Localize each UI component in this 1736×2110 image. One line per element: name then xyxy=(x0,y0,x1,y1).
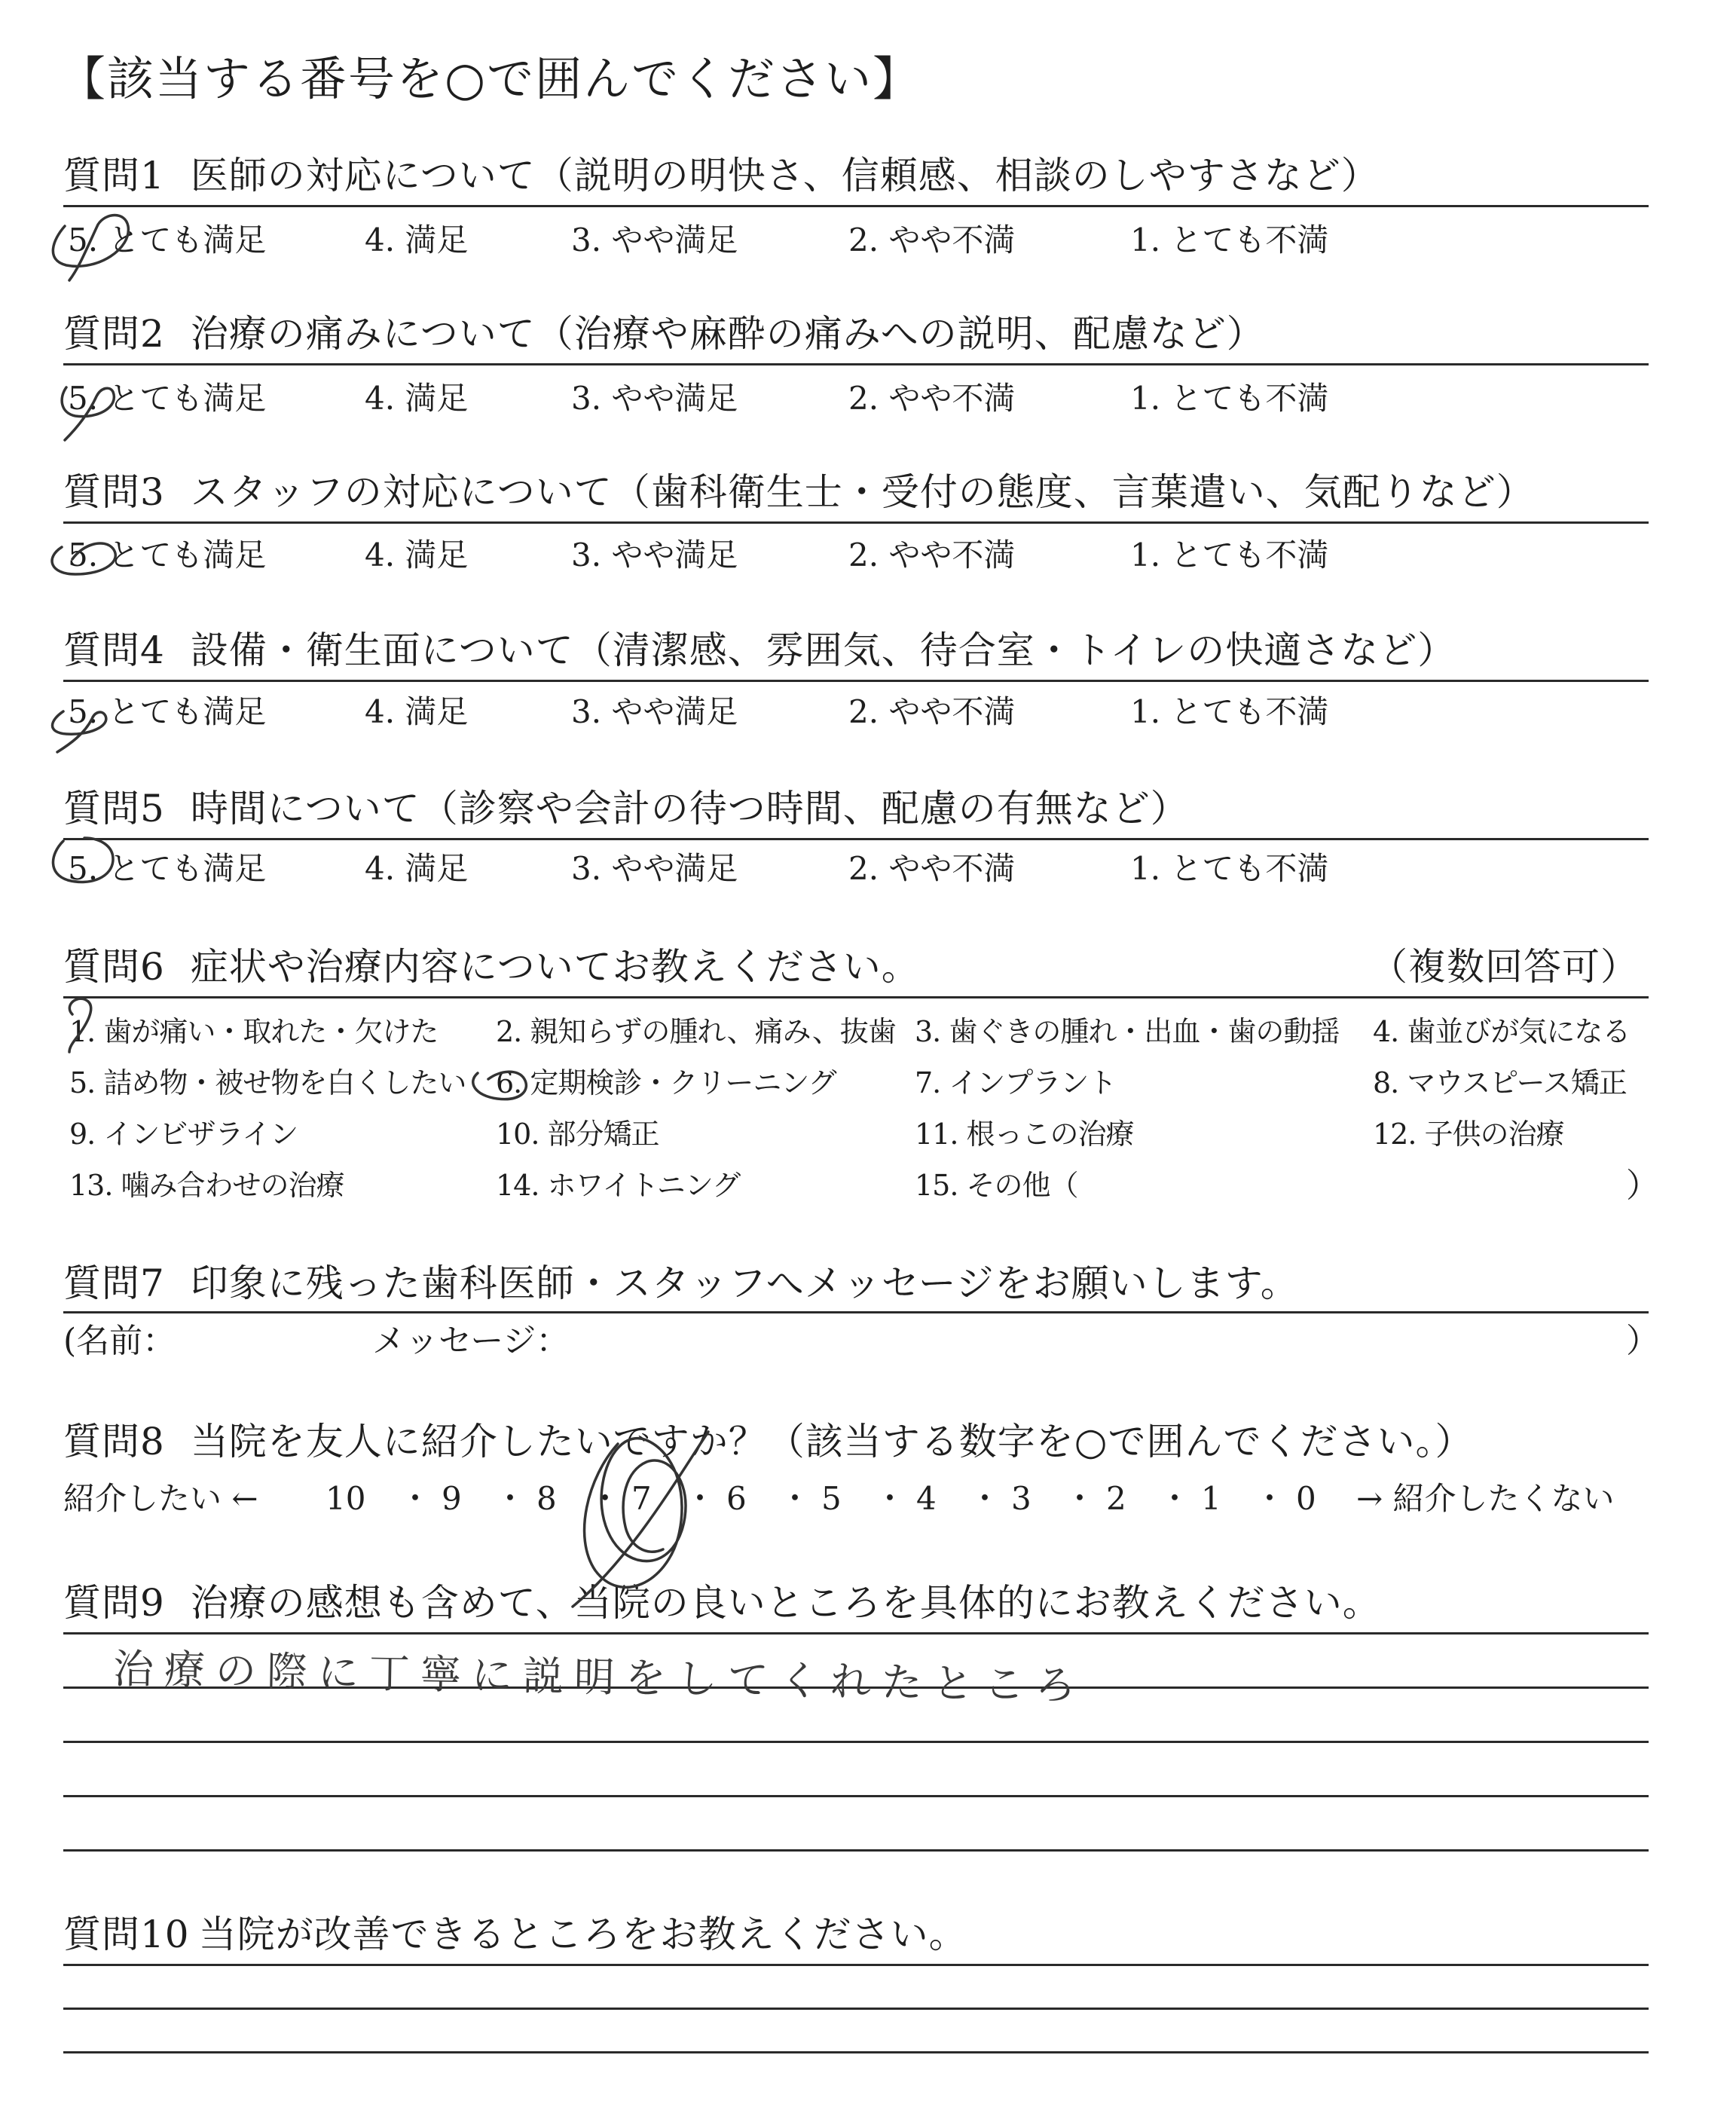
question-7-heading xyxy=(63,1261,1299,1305)
question-number: 質問6 xyxy=(63,945,165,989)
option-3-somewhat-satisfied[interactable]: 3. やや満足 xyxy=(571,693,738,730)
question-number: 質問1 xyxy=(63,154,165,197)
question-text: 症状や治療内容についてお教えください。 xyxy=(190,945,920,989)
scale-separator: ・ xyxy=(969,1480,1001,1517)
divider xyxy=(63,680,1649,682)
q6-option-14[interactable]: 14. ホワイトニング xyxy=(496,1169,741,1202)
question-number: 質問2 xyxy=(63,312,165,356)
option-3-somewhat-satisfied[interactable]: 3. やや満足 xyxy=(571,850,738,887)
divider xyxy=(63,521,1649,524)
divider xyxy=(63,1311,1649,1313)
scale-separator: ・ xyxy=(589,1480,622,1517)
option-4-satisfied[interactable]: 4. 満足 xyxy=(365,380,469,417)
option-2-somewhat-dissatisfied[interactable]: 2. やや不満 xyxy=(848,850,1016,887)
question-text: 時間について（診察や会計の待つ時間、配慮の有無など） xyxy=(190,787,1189,830)
q6-option-11[interactable]: 11. 根っこの治療 xyxy=(915,1118,1134,1151)
divider xyxy=(63,838,1649,840)
question-text: 治療の痛みについて（治療や麻酔の痛みへの説明、配慮など） xyxy=(190,312,1265,356)
question-6-heading xyxy=(63,945,920,989)
question-text: 印象に残った歯科医師・スタッフへメッセージをお願いします。 xyxy=(190,1261,1299,1305)
divider xyxy=(63,996,1649,998)
scale-value-0[interactable]: 0 xyxy=(1296,1480,1316,1517)
question-1-heading xyxy=(63,154,1380,197)
scale-value-4[interactable]: 4 xyxy=(916,1480,937,1517)
option-5-very-satisfied[interactable]: 5. とても満足 xyxy=(68,850,267,887)
option-2-somewhat-dissatisfied[interactable]: 2. やや不満 xyxy=(848,693,1016,730)
scale-separator: ・ xyxy=(1159,1480,1191,1517)
answer-line xyxy=(63,2008,1649,2010)
question-text: 治療の感想も含めて、当院の良いところを具体的にお教えください。 xyxy=(190,1581,1381,1625)
scale-value-3[interactable]: 3 xyxy=(1011,1480,1032,1517)
q6-option-13[interactable]: 13. 噛み合わせの治療 xyxy=(69,1169,344,1202)
q6-option-12[interactable]: 12. 子供の治療 xyxy=(1373,1118,1564,1151)
option-5-very-satisfied[interactable]: 5. とても満足 xyxy=(68,222,267,258)
option-4-satisfied[interactable]: 4. 満足 xyxy=(365,850,469,887)
question-text: 当院が改善できるところをお教えください。 xyxy=(198,1913,967,1956)
question-number: 質問7 xyxy=(63,1261,165,1305)
q6-option-1[interactable]: 1. 歯が痛い・取れた・欠けた xyxy=(69,1015,439,1048)
scale-separator: ・ xyxy=(684,1480,717,1517)
question-number: 質問10 xyxy=(63,1913,190,1956)
scale-separator: ・ xyxy=(779,1480,811,1517)
question-9-heading xyxy=(63,1581,1381,1625)
scale-separator: ・ xyxy=(1064,1480,1096,1517)
scale-value-9[interactable]: 9 xyxy=(442,1480,462,1517)
scale-separator: ・ xyxy=(874,1480,906,1517)
answer-line xyxy=(63,2051,1649,2053)
scale-value-5[interactable]: 5 xyxy=(821,1480,842,1517)
question-3-heading xyxy=(63,470,1535,514)
option-1-very-dissatisfied[interactable]: 1. とても不満 xyxy=(1130,850,1329,887)
question-8-heading xyxy=(63,1420,1474,1463)
q6-option-9[interactable]: 9. インビザライン xyxy=(69,1118,298,1151)
question-text: 設備・衛生面について（清潔感、雰囲気、待合室・トイレの快適さなど） xyxy=(190,628,1456,672)
q6-option-7[interactable]: 7. インプラント xyxy=(915,1066,1117,1099)
option-1-very-dissatisfied[interactable]: 1. とても不満 xyxy=(1130,693,1329,730)
question-text: スタッフの対応について（歯科衛生士・受付の態度、言葉遣い、気配りなど） xyxy=(190,470,1535,514)
answer-line xyxy=(63,1849,1649,1852)
q6-other-close-paren: ） xyxy=(1626,1167,1659,1205)
multiple-answers-note: （複数回答可） xyxy=(1370,945,1639,989)
q6-option-10[interactable]: 10. 部分矯正 xyxy=(496,1118,659,1151)
q6-option-8[interactable]: 8. マウスピース矯正 xyxy=(1373,1066,1627,1099)
option-3-somewhat-satisfied[interactable]: 3. やや満足 xyxy=(571,537,738,573)
question-number: 質問8 xyxy=(63,1420,165,1463)
option-1-very-dissatisfied[interactable]: 1. とても不満 xyxy=(1130,537,1329,573)
scale-right-label: → 紹介したくない xyxy=(1356,1480,1615,1517)
question-4-heading xyxy=(63,628,1456,672)
scale-value-1[interactable]: 1 xyxy=(1201,1480,1221,1517)
message-label: メッセージ： xyxy=(372,1322,570,1360)
answer-line xyxy=(63,1741,1649,1743)
scale-value-7[interactable]: 7 xyxy=(631,1480,652,1517)
form-title: 【該当する番号を○で囲んでください】 xyxy=(59,51,921,106)
option-5-very-satisfied[interactable]: 5. とても満足 xyxy=(68,380,267,417)
option-1-very-dissatisfied[interactable]: 1. とても不満 xyxy=(1130,380,1329,417)
scale-value-10[interactable]: 10 xyxy=(326,1480,366,1517)
question-5-heading xyxy=(63,787,1189,830)
option-4-satisfied[interactable]: 4. 満足 xyxy=(365,693,469,730)
question-number: 質問3 xyxy=(63,470,165,514)
question-10-heading xyxy=(63,1913,967,1956)
name-label: (名前： xyxy=(63,1322,176,1360)
question-number: 質問9 xyxy=(63,1581,165,1625)
question-number: 質問5 xyxy=(63,787,165,830)
option-2-somewhat-dissatisfied[interactable]: 2. やや不満 xyxy=(848,537,1016,573)
scale-separator: ・ xyxy=(1254,1480,1286,1517)
question-text: 当院を友人に紹介したいですか？（該当する数字を○で囲んでください。） xyxy=(190,1420,1474,1463)
divider xyxy=(63,363,1649,365)
q6-option-3[interactable]: 3. 歯ぐきの腫れ・出血・歯の動揺 xyxy=(915,1015,1340,1048)
question-2-heading xyxy=(63,312,1265,356)
option-5-very-satisfied[interactable]: 5. とても満足 xyxy=(68,693,267,730)
answer-line xyxy=(63,1632,1649,1634)
scale-value-2[interactable]: 2 xyxy=(1106,1480,1126,1517)
option-3-somewhat-satisfied[interactable]: 3. やや満足 xyxy=(571,380,738,417)
scale-left-label: 紹介したい ← xyxy=(63,1480,258,1517)
answer-line xyxy=(63,1964,1649,1966)
scale-separator: ・ xyxy=(494,1480,527,1517)
q6-option-15[interactable]: 15. その他（ xyxy=(915,1169,1078,1202)
divider xyxy=(63,205,1649,207)
message-close-paren: ） xyxy=(1626,1322,1659,1360)
option-4-satisfied[interactable]: 4. 満足 xyxy=(365,222,469,258)
scale-value-8[interactable]: 8 xyxy=(536,1480,557,1517)
option-2-somewhat-dissatisfied[interactable]: 2. やや不満 xyxy=(848,222,1016,258)
scale-value-6[interactable]: 6 xyxy=(726,1480,747,1517)
option-2-somewhat-dissatisfied[interactable]: 2. やや不満 xyxy=(848,380,1016,417)
question-text: 医師の対応について（説明の明快さ、信頼感、相談のしやすさなど） xyxy=(190,154,1380,197)
question-number: 質問4 xyxy=(63,628,165,672)
option-5-very-satisfied[interactable]: 5. とても満足 xyxy=(68,537,267,573)
q6-option-6[interactable]: 6. 定期検診・クリーニング xyxy=(496,1066,836,1099)
option-1-very-dissatisfied[interactable]: 1. とても不満 xyxy=(1130,222,1329,258)
q6-option-5[interactable]: 5. 詰め物・被せ物を白くしたい xyxy=(69,1066,466,1099)
answer-line xyxy=(63,1795,1649,1797)
q6-option-2[interactable]: 2. 親知らずの腫れ、痛み、抜歯 xyxy=(496,1015,896,1048)
q9-handwritten-answer: 治療の際に丁寧に説明をしてくれたところ xyxy=(112,1645,1087,1710)
q6-option-4[interactable]: 4. 歯並びが気になる xyxy=(1373,1015,1631,1048)
option-3-somewhat-satisfied[interactable]: 3. やや満足 xyxy=(571,222,738,258)
option-4-satisfied[interactable]: 4. 満足 xyxy=(365,537,469,573)
scale-separator: ・ xyxy=(399,1480,432,1517)
